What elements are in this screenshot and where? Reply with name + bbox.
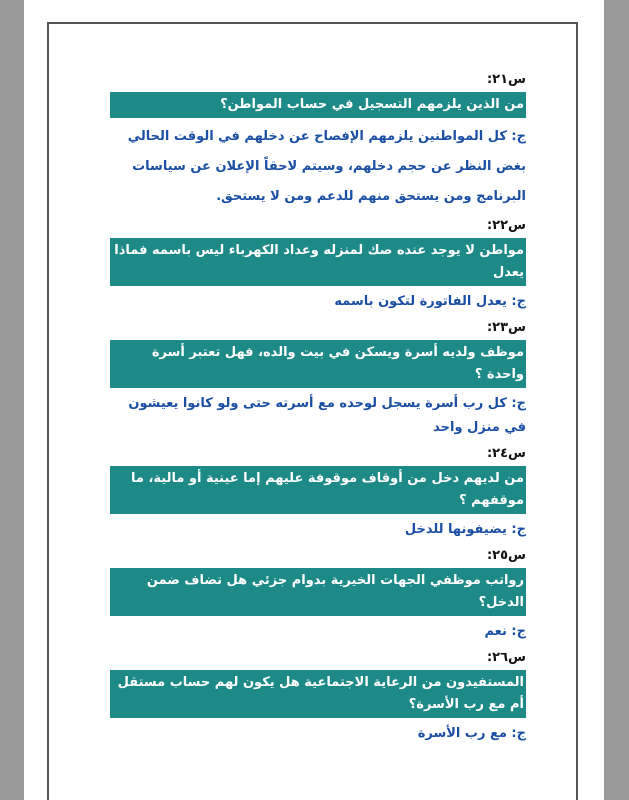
question-number: س٢٢: [486, 218, 526, 233]
question-number: س٢٦: [486, 650, 526, 665]
question-number: س٢٣: [486, 320, 526, 335]
answer-text: ج: كل المواطنين يلزمهم الإفصاح عن دخلهم في الوقت الحالي بغض النظر عن حجم دخلهم، وسيتم لاحقاً الإعلان عن سياسات البرنامج ومن يستحق منهم للدعم ومن لا يستحق. [127, 129, 526, 204]
faq-item [110, 444, 526, 542]
question-text: من لديهم دخل من أوقاف موقوفة عليهم إما عينية أو مالية، ما موقفهم ؟ [110, 466, 526, 514]
answer-text: ج: مع رب الأسرة [417, 726, 526, 741]
question-text: رواتب موظفي الجهات الخيرية بدوام جزئي هل تضاف ضمن الدخل؟ [110, 568, 526, 616]
faq-item [110, 546, 526, 644]
answer-text: ج: نعم [484, 624, 526, 639]
answer-text: ج: يضيفونها للدخل [404, 522, 526, 537]
faq-item [110, 318, 526, 440]
question-text: المستفيدون من الرعاية الاجتماعية هل يكون لهم حساب مستقل أم مع رب الأسرة؟ [110, 670, 526, 718]
answer-text: ج: يعدل الفاتورة لتكون باسمه [334, 294, 526, 309]
faq-content [110, 68, 526, 750]
question-number: س٢٥: [486, 548, 526, 563]
question-text: من الذين يلزمهم التسجيل في حساب المواطن؟ [110, 92, 526, 118]
faq-item [110, 70, 526, 212]
faq-item [110, 216, 526, 314]
question-text: موظف ولديه أسرة ويسكن في بيت والده، فهل تعتبر أسرة واحدة ؟ [110, 340, 526, 388]
question-number: س٢٤: [486, 446, 526, 461]
answer-text: ج: كل رب أسرة يسجل لوحده مع أسرته حتى ولو كانوا يعيشون في منزل واحد [128, 396, 526, 435]
question-text: مواطن لا يوجد عنده صك لمنزله وعداد الكهرباء ليس باسمه فماذا يعدل [110, 238, 526, 286]
faq-item [110, 648, 526, 746]
question-number: س٢١: [486, 72, 526, 87]
